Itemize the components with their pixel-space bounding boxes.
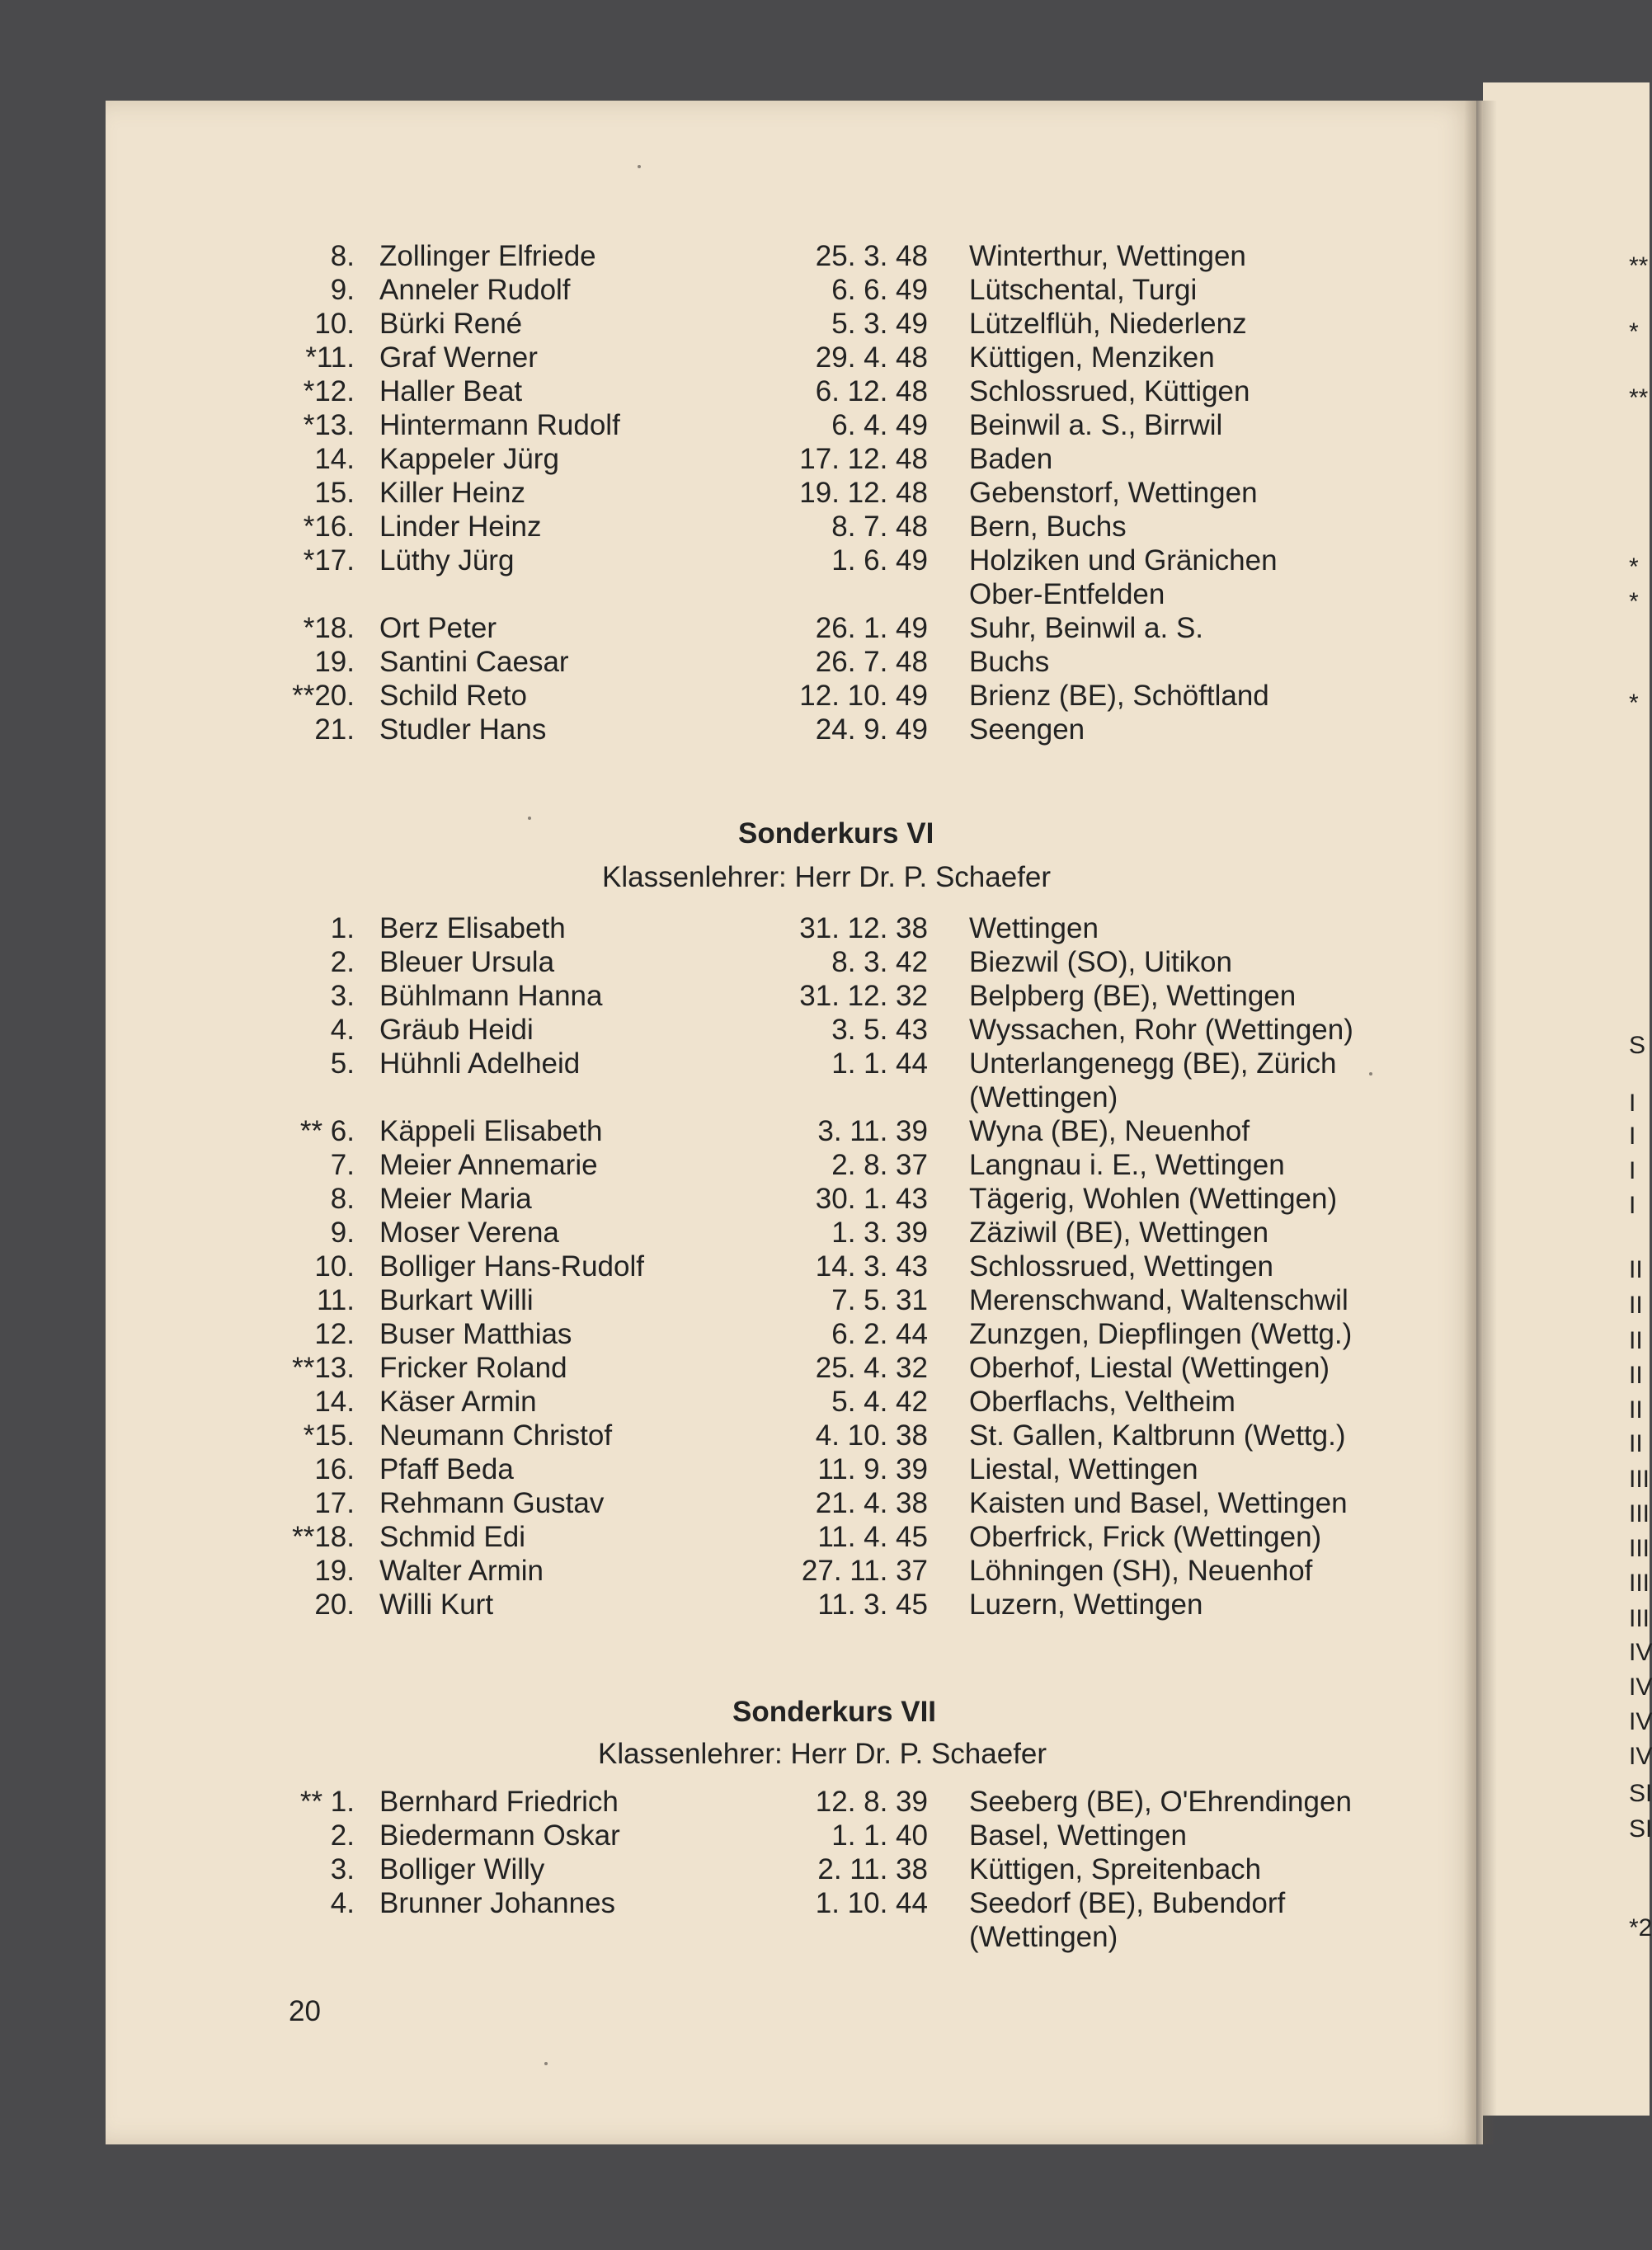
home-town: Schlossrued, Wettingen [969, 1250, 1274, 1283]
entry-number: *16. [303, 511, 355, 543]
table-row [0, 1520, 1650, 1555]
home-town: Unterlangenegg (BE), Zürich [969, 1047, 1337, 1080]
home-town: Baden [969, 443, 1053, 475]
home-town: Küttigen, Spreitenbach [969, 1853, 1262, 1885]
facing-page-fragment: II [1629, 1396, 1643, 1424]
home-town: Lütschental, Turgi [969, 274, 1198, 306]
table-row [0, 1852, 1650, 1887]
birth-date: 5. 3. 49 [831, 308, 928, 340]
facing-page-fragment: II [1629, 1256, 1643, 1283]
section-title: Sonderkurs VII [732, 1696, 937, 1728]
table-row [0, 307, 1650, 341]
table-row [0, 239, 1650, 274]
table-row [0, 979, 1650, 1014]
home-town: Wettingen [969, 912, 1099, 944]
facing-page-fragment: I [1629, 1123, 1636, 1150]
student-name: Hühnli Adelheid [379, 1047, 581, 1080]
birth-date: 29. 4. 48 [815, 341, 928, 374]
page-number: 20 [289, 1995, 321, 2027]
student-name: Brunner Johannes [379, 1887, 616, 1919]
home-town: Basel, Wettingen [969, 1819, 1187, 1852]
student-name: Willi Kurt [379, 1589, 494, 1621]
home-town: Gebenstorf, Wettingen [969, 477, 1258, 509]
entry-number: 3. [330, 1853, 355, 1885]
entry-number: 9. [330, 1217, 355, 1249]
home-town: Liestal, Wettingen [969, 1453, 1198, 1485]
table-row [0, 1452, 1650, 1487]
section-title: Sonderkurs VI [738, 817, 934, 850]
birth-date: 8. 3. 42 [831, 946, 928, 978]
student-name: Rehmann Gustav [379, 1487, 605, 1519]
entry-number: 2. [330, 946, 355, 978]
home-town: Zäziwil (BE), Wettingen [969, 1217, 1269, 1249]
home-town-continued: (Wettingen) [969, 1921, 1118, 1953]
facing-page-fragment: I [1629, 1090, 1636, 1117]
entry-number: **13. [292, 1352, 355, 1384]
facing-page-fragment: II [1629, 1362, 1643, 1389]
birth-date: 14. 3. 43 [815, 1250, 928, 1283]
entry-number: 16. [314, 1453, 355, 1485]
student-name: Linder Heinz [379, 511, 542, 543]
entry-number: 5. [330, 1047, 355, 1080]
birth-date: 6. 6. 49 [831, 274, 928, 306]
birth-date: 17. 12. 48 [799, 443, 928, 475]
birth-date: 21. 4. 38 [815, 1487, 928, 1519]
speck [638, 165, 641, 168]
birth-date: 1. 1. 40 [831, 1819, 928, 1852]
facing-page-fragment: IV [1629, 1639, 1652, 1666]
student-name: Anneler Rudolf [379, 274, 571, 306]
class-teacher: Klassenlehrer: Herr Dr. P. Schaefer [602, 861, 1052, 893]
birth-date: 12. 8. 39 [815, 1786, 928, 1818]
table-row [0, 544, 1650, 578]
entry-number: ** 1. [299, 1786, 355, 1818]
table-row [0, 273, 1650, 308]
table-row [0, 645, 1650, 680]
birth-date: 1. 6. 49 [831, 544, 928, 577]
facing-page-fragment: I [1629, 1157, 1636, 1184]
student-name: Pfaff Beda [379, 1453, 514, 1485]
entry-number: 14. [314, 1386, 355, 1418]
home-town-continued: (Wettingen) [969, 1081, 1118, 1113]
table-row [0, 1419, 1650, 1453]
table-row [0, 911, 1650, 946]
birth-date: 25. 4. 32 [815, 1352, 928, 1384]
entry-number: 10. [314, 1250, 355, 1283]
home-town: Zunzgen, Diepflingen (Wettg.) [969, 1318, 1353, 1350]
birth-date: 24. 9. 49 [815, 713, 928, 746]
student-name: Burkart Willi [379, 1284, 534, 1316]
table-row [0, 1148, 1650, 1183]
home-town: St. Gallen, Kaltbrunn (Wettg.) [969, 1419, 1346, 1452]
entry-number: **20. [292, 680, 355, 712]
birth-date: 26. 1. 49 [815, 612, 928, 644]
home-town: Biezwil (SO), Uitikon [969, 946, 1232, 978]
facing-page-fragment: III [1629, 1500, 1650, 1527]
home-town: Seedorf (BE), Bubendorf [969, 1887, 1286, 1919]
student-name: Schild Reto [379, 680, 527, 712]
student-name: Bolliger Hans-Rudolf [379, 1250, 644, 1283]
entry-number: ** 6. [299, 1115, 355, 1147]
entry-number: *17. [303, 544, 355, 577]
entry-number: 12. [314, 1318, 355, 1350]
entry-number: 7. [330, 1149, 355, 1181]
student-name: Bühlmann Hanna [379, 980, 603, 1012]
student-name: Haller Beat [379, 375, 523, 407]
home-town: Beinwil a. S., Birrwil [969, 409, 1223, 441]
birth-date: 4. 10. 38 [815, 1419, 928, 1452]
home-town: Seeberg (BE), O'Ehrendingen [969, 1786, 1352, 1818]
student-name: Killer Heinz [379, 477, 525, 509]
student-name: Gräub Heidi [379, 1014, 534, 1046]
birth-date: 11. 9. 39 [817, 1453, 928, 1485]
home-town: Löhningen (SH), Neuenhof [969, 1555, 1313, 1587]
birth-date: 1. 10. 44 [815, 1887, 928, 1919]
home-town: Merenschwand, Waltenschwil [969, 1284, 1348, 1316]
entry-number: *11. [305, 341, 355, 374]
facing-page-fragment: ** [1629, 252, 1649, 280]
home-town: Küttigen, Menziken [969, 341, 1215, 374]
table-row [0, 1182, 1650, 1217]
birth-date: 26. 7. 48 [815, 646, 928, 678]
birth-date: 7. 5. 31 [831, 1284, 928, 1316]
student-name: Studler Hans [379, 713, 547, 746]
student-name: Fricker Roland [379, 1352, 567, 1384]
birth-date: 6. 4. 49 [831, 409, 928, 441]
student-name: Meier Maria [379, 1183, 532, 1215]
entry-number: 4. [330, 1887, 355, 1919]
table-row [0, 1317, 1650, 1352]
entry-number: 17. [314, 1487, 355, 1519]
birth-date: 6. 12. 48 [815, 375, 928, 407]
birth-date: 1. 1. 44 [831, 1047, 928, 1080]
entry-number: 15. [314, 477, 355, 509]
student-name: Biedermann Oskar [379, 1819, 620, 1852]
student-name: Schmid Edi [379, 1521, 526, 1553]
table-row [0, 1819, 1650, 1853]
student-name: Zollinger Elfriede [379, 240, 596, 272]
home-town: Oberhof, Liestal (Wettingen) [969, 1352, 1330, 1384]
entry-number: 8. [330, 240, 355, 272]
home-town: Kaisten und Basel, Wettingen [969, 1487, 1348, 1519]
entry-number: *18. [303, 612, 355, 644]
facing-page-fragment: S [1629, 1032, 1646, 1059]
birth-date: 11. 3. 45 [817, 1589, 928, 1621]
table-row [0, 341, 1650, 375]
home-town: Oberflachs, Veltheim [969, 1386, 1235, 1418]
facing-page-fragment: II [1629, 1430, 1643, 1457]
facing-page-fragment: * [1629, 690, 1639, 717]
birth-date: 27. 11. 37 [801, 1555, 928, 1587]
student-name: Walter Armin [379, 1555, 544, 1587]
table-row [0, 1047, 1650, 1081]
home-town: Brienz (BE), Schöftland [969, 680, 1269, 712]
entry-number: **18. [292, 1521, 355, 1553]
facing-page-fragment: II [1629, 1327, 1643, 1354]
home-town: Holziken und Gränichen [969, 544, 1278, 577]
entry-number: 14. [314, 443, 355, 475]
student-name: Meier Annemarie [379, 1149, 598, 1181]
entry-number: *13. [303, 409, 355, 441]
home-town: Suhr, Beinwil a. S. [969, 612, 1204, 644]
table-row [0, 1486, 1650, 1521]
birth-date: 12. 10. 49 [799, 680, 928, 712]
facing-page-fragment: IV [1629, 1673, 1652, 1701]
table-row [0, 408, 1650, 443]
student-name: Santini Caesar [379, 646, 569, 678]
entry-number: 2. [330, 1819, 355, 1852]
birth-date: 1. 3. 39 [831, 1217, 928, 1249]
entry-number: *15. [303, 1419, 355, 1452]
birth-date: 5. 4. 42 [831, 1386, 928, 1418]
table-row [0, 1886, 1650, 1921]
entry-number: 4. [330, 1014, 355, 1046]
facing-page-fragment: ** [1629, 384, 1649, 412]
home-town: Luzern, Wettingen [969, 1589, 1203, 1621]
table-row [0, 1250, 1650, 1284]
table-row [0, 611, 1650, 646]
entry-number: 11. [316, 1284, 355, 1316]
birth-date: 3. 5. 43 [831, 1014, 928, 1046]
birth-date: 19. 12. 48 [799, 477, 928, 509]
student-name: Bürki René [379, 308, 523, 340]
speck [528, 817, 531, 820]
home-town: Bern, Buchs [969, 511, 1127, 543]
facing-page-fragment: IV [1629, 1708, 1652, 1735]
student-name: Hintermann Rudolf [379, 409, 620, 441]
student-name: Moser Verena [379, 1217, 559, 1249]
student-name: Kappeler Jürg [379, 443, 559, 475]
birth-date: 31. 12. 32 [799, 980, 928, 1012]
student-name: Neumann Christof [379, 1419, 613, 1452]
table-row [0, 510, 1650, 544]
birth-date: 25. 3. 48 [815, 240, 928, 272]
table-row [0, 1554, 1650, 1589]
facing-page-fragment: III [1629, 1535, 1650, 1562]
facing-page-fragment: * [1629, 588, 1639, 615]
table-row [0, 1385, 1650, 1419]
home-town: Schlossrued, Küttigen [969, 375, 1250, 407]
entry-number: 3. [330, 980, 355, 1012]
birth-date: 2. 8. 37 [831, 1149, 928, 1181]
entry-number: *12. [303, 375, 355, 407]
home-town-continued: Ober-Entfelden [969, 578, 1165, 610]
birth-date: 3. 11. 39 [817, 1115, 928, 1147]
entry-number: 10. [314, 308, 355, 340]
table-row [0, 442, 1650, 477]
table-row [0, 1114, 1650, 1149]
student-name: Berz Elisabeth [379, 912, 566, 944]
facing-page-fragment: II [1629, 1292, 1643, 1319]
birth-date: 31. 12. 38 [799, 912, 928, 944]
facing-page-fragment: III [1629, 1605, 1650, 1632]
home-town: Wyssachen, Rohr (Wettingen) [969, 1014, 1353, 1046]
entry-number: 8. [330, 1183, 355, 1215]
facing-page-fragment: I [1629, 1192, 1636, 1219]
home-town: Buchs [969, 646, 1050, 678]
facing-page-fragment: *2 [1629, 1914, 1652, 1942]
home-town: Seengen [969, 713, 1085, 746]
student-name: Bolliger Willy [379, 1853, 545, 1885]
home-town: Oberfrick, Frick (Wettingen) [969, 1521, 1322, 1553]
birth-date: 8. 7. 48 [831, 511, 928, 543]
student-name: Ort Peter [379, 612, 497, 644]
birth-date: 2. 11. 38 [817, 1853, 928, 1885]
table-row [0, 679, 1650, 713]
table-row [0, 1588, 1650, 1622]
home-town: Lützelflüh, Niederlenz [969, 308, 1247, 340]
home-town: Langnau i. E., Wettingen [969, 1149, 1285, 1181]
table-row [0, 1785, 1650, 1819]
facing-page-fragment: III [1629, 1466, 1650, 1493]
entry-number: 21. [314, 713, 355, 746]
entry-number: 9. [330, 274, 355, 306]
entry-number: 19. [314, 1555, 355, 1587]
speck [544, 2062, 548, 2065]
student-name: Graf Werner [379, 341, 538, 374]
home-town: Tägerig, Wohlen (Wettingen) [969, 1183, 1338, 1215]
table-row [0, 713, 1650, 747]
entry-number: 20. [314, 1589, 355, 1621]
entry-number: 19. [314, 646, 355, 678]
table-row [0, 1013, 1650, 1047]
student-name: Buser Matthias [379, 1318, 572, 1350]
facing-page-fragment: IV [1629, 1743, 1652, 1770]
table-row [0, 1351, 1650, 1386]
student-name: Bernhard Friedrich [379, 1786, 619, 1818]
student-name: Lüthy Jürg [379, 544, 515, 577]
facing-page-fragment: III [1629, 1570, 1650, 1597]
home-town: Belpberg (BE), Wettingen [969, 980, 1297, 1012]
table-row [0, 476, 1650, 511]
home-town: Wyna (BE), Neuenhof [969, 1115, 1250, 1147]
facing-page-fragment: SI [1629, 1780, 1652, 1807]
facing-page-fragment: * [1629, 553, 1639, 581]
student-name: Käppeli Elisabeth [379, 1115, 603, 1147]
table-row [0, 1283, 1650, 1318]
class-teacher: Klassenlehrer: Herr Dr. P. Schaefer [598, 1738, 1047, 1770]
entry-number: 1. [330, 912, 355, 944]
facing-page-fragment: SI [1629, 1815, 1652, 1843]
student-name: Bleuer Ursula [379, 946, 555, 978]
student-name: Käser Armin [379, 1386, 537, 1418]
home-town: Winterthur, Wettingen [969, 240, 1246, 272]
birth-date: 30. 1. 43 [815, 1183, 928, 1215]
table-row [0, 1216, 1650, 1250]
facing-page-fragment: * [1629, 318, 1639, 346]
table-row [0, 374, 1650, 409]
table-row [0, 945, 1650, 980]
birth-date: 6. 2. 44 [831, 1318, 928, 1350]
birth-date: 11. 4. 45 [817, 1521, 928, 1553]
